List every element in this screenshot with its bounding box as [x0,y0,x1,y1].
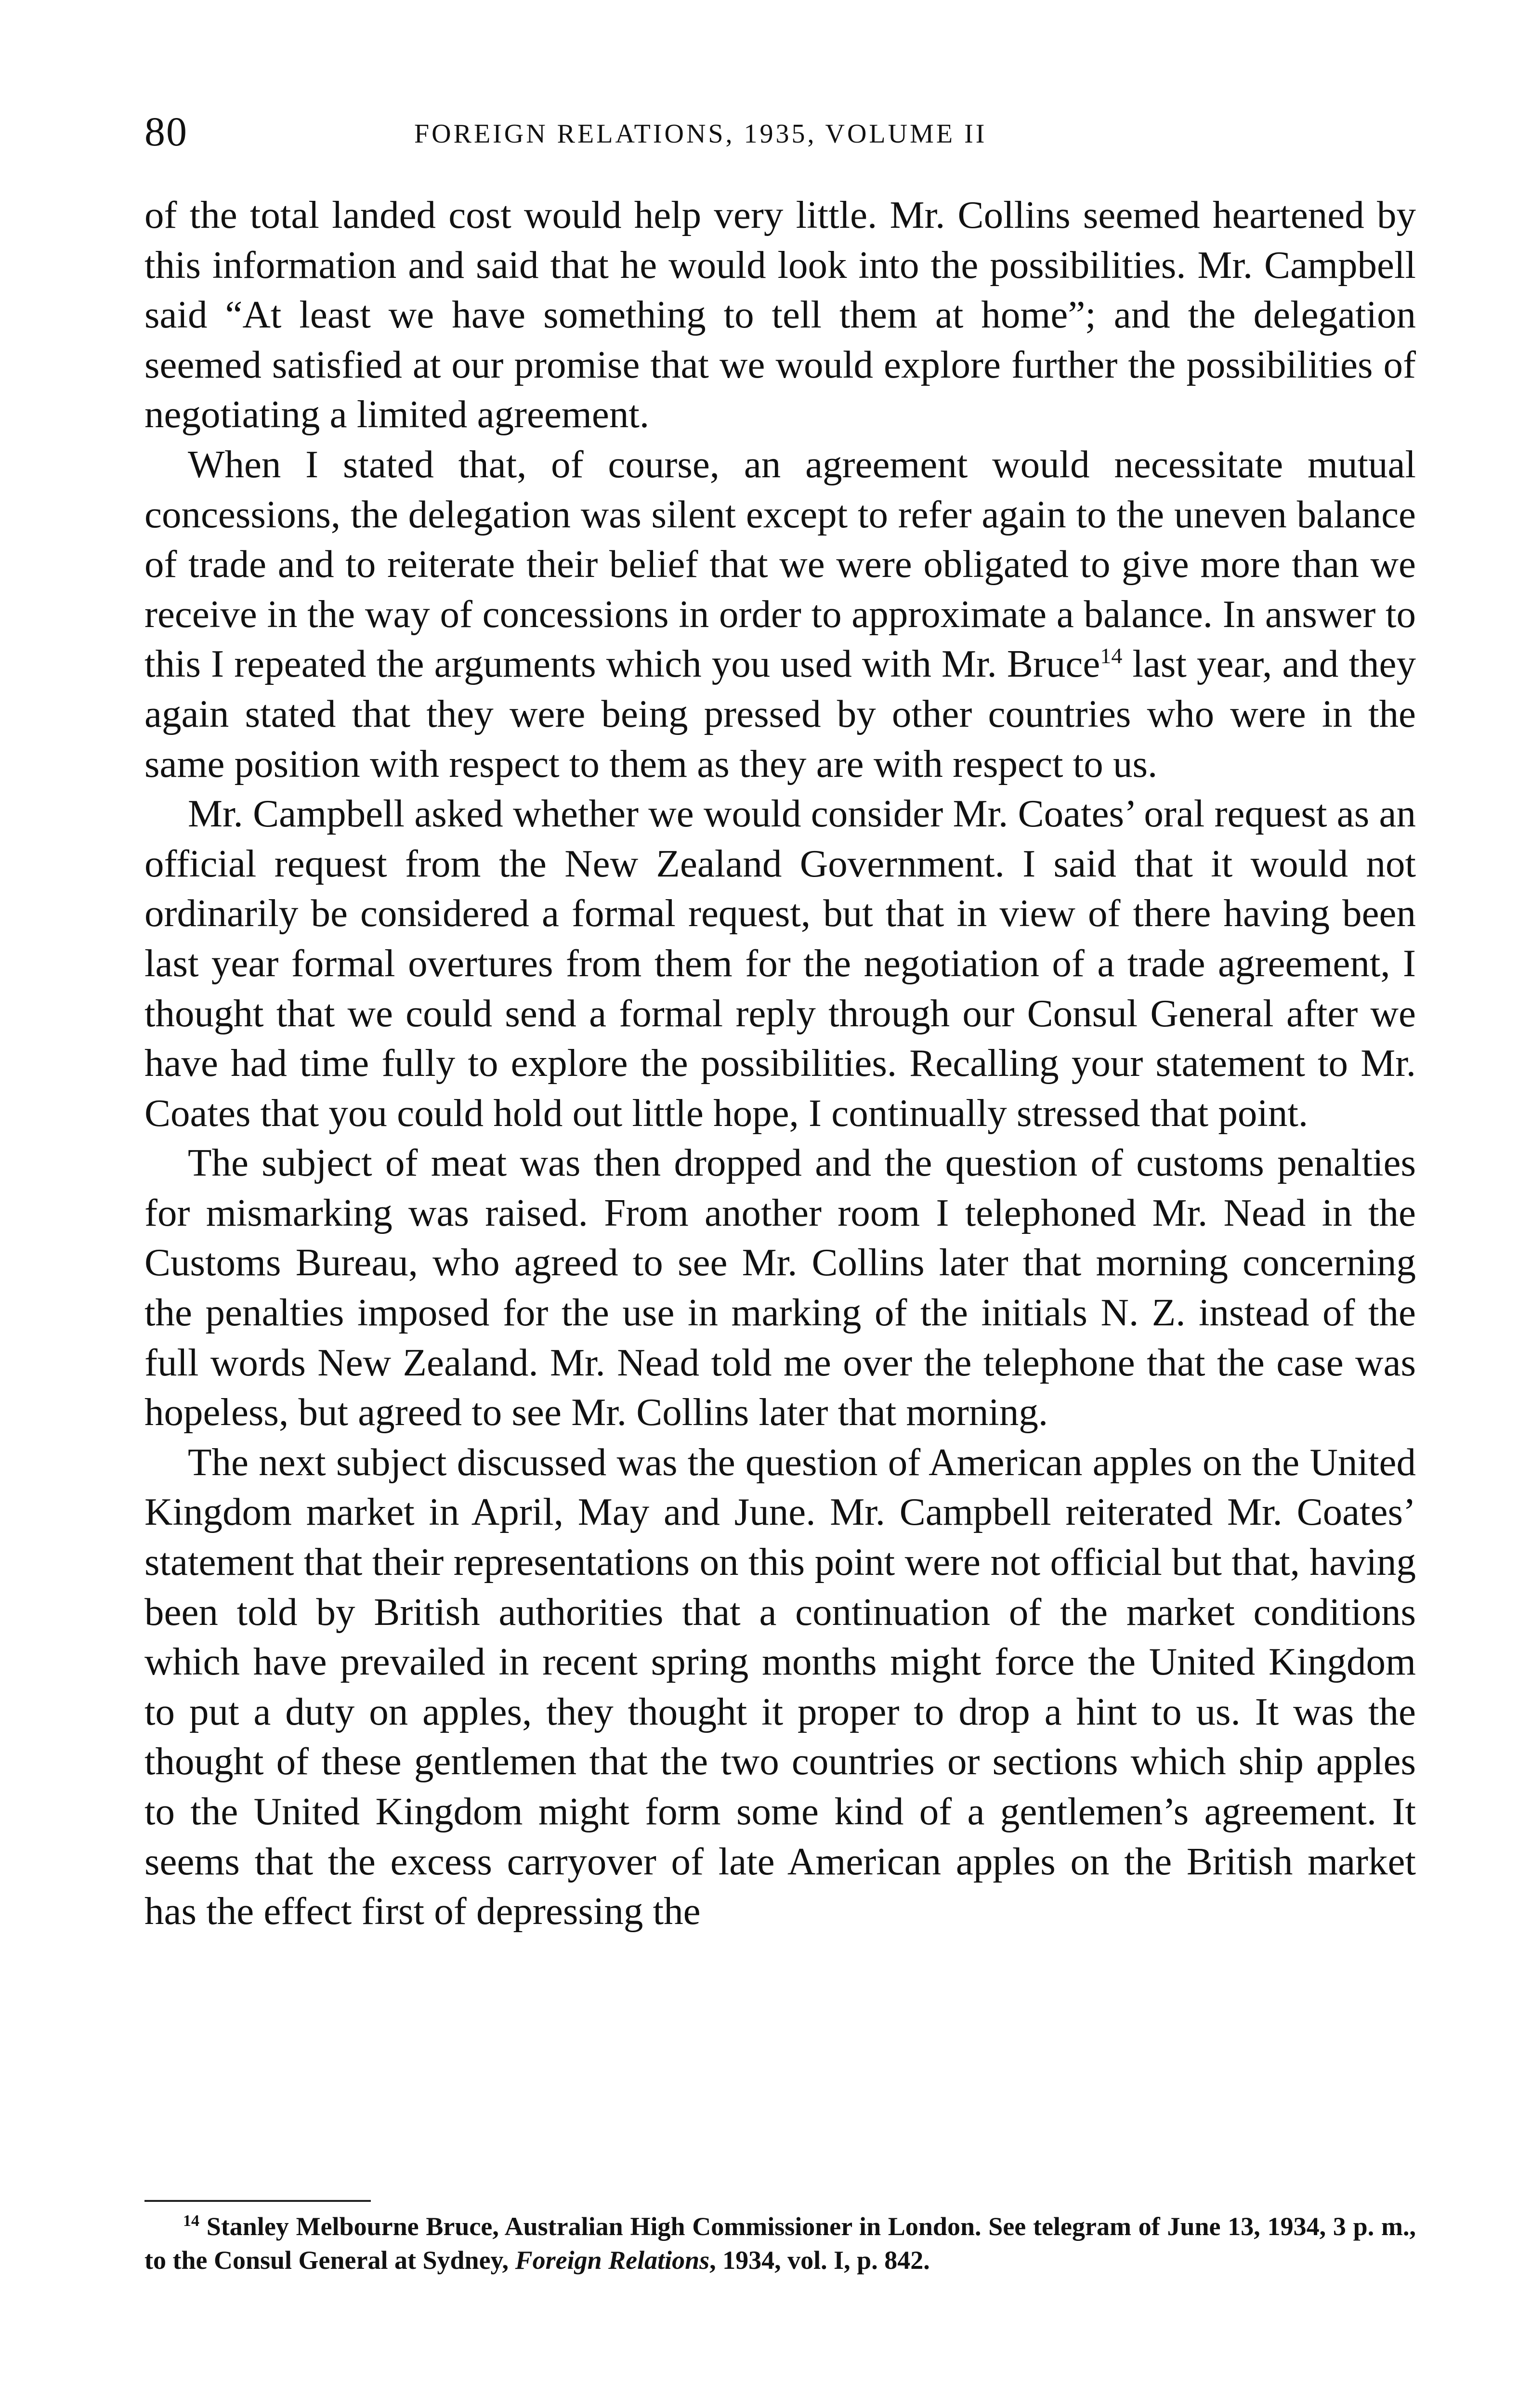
footnote-publication-title: Foreign Relations [515,2246,710,2275]
paragraph-text: of the total landed cost would help very little. Mr. Collins seemed heartened by this information and said that he would look into the possibilities. Mr. Campbell said “At least we have something to tell them at home”; and the delegation seemed satisfied at our promise that we would explore further the possibilities of negotiating a limited agreement. [144,193,1416,436]
paragraph-text: The subject of meat was then dropped and the question of customs penalties for mismarking was raised. From another room I telephoned Mr. Nead in the Customs Bureau, who agreed to see Mr. Collins later that morning concerning the penalties imposed for the use in marking of the initials N. Z. instead of the full words New Zealand. Mr. Nead told me over the telephone that the case was hopeless, but agreed to see Mr. Collins later that morning. [144,1141,1416,1434]
footnote-reference: 14 [1100,643,1123,668]
page-number: 80 [144,108,188,155]
footnote-divider [144,2200,371,2202]
footnote-text: , 1934, vol. I, p. 842. [709,2246,930,2275]
paragraph-text: The next subject discussed was the question of American apples on the United Kingdom market in April, May and June. Mr. Campbell reiterated Mr. Coates’ statement that their representations on this point were not official but that, having been told by British authorities that a continuation of the market conditions which have prevailed in recent spring months might force the United Kingdom to put a duty on apples, they thought it proper to drop a hint to us. It was the thought of these gentlemen that the two countries or sections which ship apples to the United Kingdom might form some kind of a gentlemen’s agreement. It seems that the excess carryover of late American apples on the British market has the effect first of depressing the [144,1440,1416,1933]
paragraph [144,440,1416,789]
paragraph-text: Mr. Campbell asked whether we would consider Mr. Coates’ oral request as an official request from the New Zealand Government. I said that it would not ordinarily be considered a formal request, but that in view of there having been last year formal overtures from them for the negotiation of a trade agreement, I thought that we could send a formal reply through our Consul General after we have had time fully to explore the possibilities. Recalling your statement to Mr. Coates that you could hold out little hope, I continually stressed that point. [144,792,1416,1135]
body-text [144,190,1416,1937]
paragraph [144,789,1416,1138]
running-head-title: FOREIGN RELATIONS, 1935, VOLUME II [414,119,987,149]
footnote-mark: 14 [183,2212,199,2230]
footnote-text: Stanley Melbourne Bruce, Australian High Commissioner in London. See telegram of June 13, 1934, 3 p. m., to the Consul General at Sydney, [144,2212,1416,2275]
paragraph [144,1138,1416,1438]
paragraph-text: When I stated that, of course, an agreement would necessitate mutual concessions, the delegation was silent except to refer again to the uneven balance of trade and to reiterate their belief that we were obligated to give more than we receive in the way of concessions in order to approximate a balance. In answer to this I repeated the arguments which you used with Mr. Bruce [144,442,1416,686]
running-head [144,105,1416,158]
document-page [144,0,1416,2408]
paragraph [144,1438,1416,1937]
paragraph-text: last year, and they again stated that they were being pressed by other countries who were in the same position with respect to them as they are with respect to us. [144,642,1416,785]
footnote [144,2210,1416,2277]
paragraph [144,190,1416,440]
